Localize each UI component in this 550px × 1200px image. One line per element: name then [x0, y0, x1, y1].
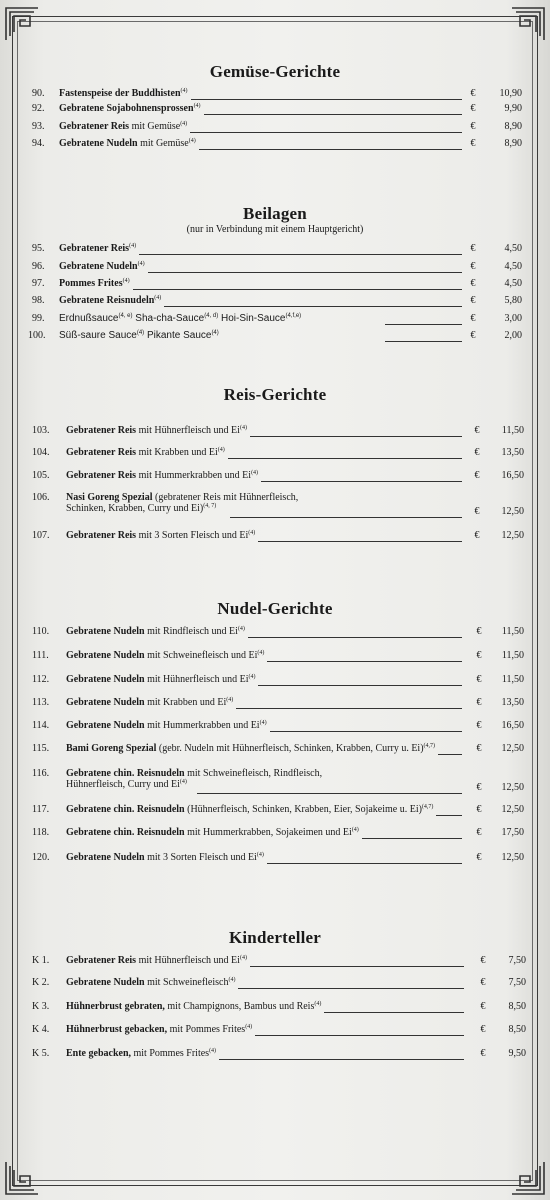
dotted-leader: [270, 731, 462, 732]
item-number: 93.: [32, 121, 45, 132]
item-number: 103.: [32, 425, 50, 436]
item-name: Gebratene chin. Reisnudeln: [66, 804, 185, 815]
allergen-code: (4,7): [423, 743, 436, 749]
item-description: [66, 1024, 252, 1035]
menu-item-row: [0, 138, 550, 152]
item-price: 7,50: [508, 955, 526, 966]
item-price: 8,90: [504, 121, 522, 132]
menu-item-row: [0, 330, 550, 344]
item-number: 92.: [32, 103, 45, 114]
allergen-code: (4): [251, 470, 259, 476]
dotted-leader: [219, 1059, 464, 1060]
item-description: [59, 121, 187, 132]
item-name: Gebratene Sojabohnensprossen: [59, 103, 194, 114]
dotted-leader: [438, 754, 462, 755]
dotted-leader: [267, 661, 462, 662]
item-details: mit Pommes Frites: [167, 1024, 246, 1035]
euro-sign: €: [480, 1001, 486, 1012]
euro-sign: €: [474, 470, 480, 481]
euro-sign: €: [480, 1024, 486, 1035]
item-description: [59, 330, 219, 341]
allergen-code: (4): [211, 330, 219, 336]
item-price: 8,50: [508, 1024, 526, 1035]
sauce-name: Süß-saure Sauce: [59, 330, 137, 341]
item-description: [66, 425, 247, 436]
item-name: Pommes Frites: [59, 278, 123, 289]
section-title: Nudel-Gerichte: [217, 599, 333, 618]
item-number: K 3.: [32, 1001, 50, 1012]
euro-sign: €: [476, 827, 482, 838]
euro-sign: €: [470, 103, 476, 114]
item-description: [66, 804, 433, 815]
dotted-leader: [148, 272, 462, 273]
sauce-name: Sha-cha-Sauce: [132, 313, 205, 324]
item-number: 118.: [32, 827, 50, 838]
item-price: 11,50: [501, 626, 524, 637]
dotted-leader: [436, 815, 462, 816]
dotted-leader: [191, 99, 462, 100]
item-number: 117.: [32, 804, 50, 815]
menu-item-row: [0, 103, 550, 117]
item-price: 7,50: [508, 977, 526, 988]
dotted-leader: [204, 114, 462, 115]
allergen-code: (4): [154, 295, 162, 301]
euro-sign: €: [476, 804, 482, 815]
item-number: K 4.: [32, 1024, 50, 1035]
dotted-leader: [139, 254, 462, 255]
item-details: mit 3 Sorten Fleisch und Ei: [144, 852, 257, 863]
item-price: 11,50: [501, 650, 524, 661]
dotted-leader: [250, 966, 464, 967]
item-details: mit Gemüse: [129, 121, 181, 132]
section-title: Gemüse-Gerichte: [209, 62, 341, 81]
item-name: Gebratener Reis: [66, 530, 137, 541]
menu-item-row: [0, 278, 550, 292]
allergen-code: (4): [351, 827, 359, 833]
item-description: [59, 313, 301, 324]
dotted-leader: [362, 838, 462, 839]
allergen-code: (4, d): [204, 313, 219, 319]
allergen-code: (4): [193, 103, 201, 109]
item-number: 99.: [32, 313, 45, 324]
item-number: 94.: [32, 138, 45, 149]
dotted-leader: [324, 1012, 464, 1013]
item-description: [66, 492, 298, 514]
allergen-code: (4): [209, 1048, 217, 1054]
item-details: mit Hummerkrabben, Sojakeimen und Ei: [184, 827, 352, 838]
menu-item-row: [0, 1024, 550, 1038]
allergen-code: (4): [248, 674, 256, 680]
item-description: [66, 650, 264, 661]
item-details: mit Champignons, Bambus und Reis: [164, 1001, 315, 1012]
dotted-leader: [258, 541, 462, 542]
dotted-leader: [190, 132, 462, 133]
menu-item-row: [0, 261, 550, 275]
item-number: 111.: [32, 650, 49, 661]
item-name: Gebratene Nudeln: [66, 626, 145, 637]
item-description: [66, 768, 322, 790]
item-description: [66, 447, 225, 458]
allergen-code: (4): [314, 1001, 322, 1007]
item-price: 4,50: [504, 243, 522, 254]
item-description: [66, 470, 258, 481]
menu-item-row: [0, 1048, 550, 1062]
item-details: (gebratener Reis mit Hühnerfleisch,: [152, 492, 299, 503]
item-description: [66, 697, 233, 708]
allergen-code: (4): [122, 278, 130, 284]
dotted-leader: [248, 637, 462, 638]
euro-sign: €: [470, 313, 476, 324]
dotted-leader: [258, 685, 462, 686]
item-price: 16,50: [501, 470, 524, 481]
item-name: Nasi Goreng Spezial: [66, 492, 153, 503]
menu-item-row: [0, 720, 550, 734]
item-number: K 1.: [32, 955, 50, 966]
sauce-name: Erdnußsauce: [59, 313, 119, 324]
menu-item-row: [0, 313, 550, 327]
item-description: [66, 720, 267, 731]
allergen-code: (4): [179, 779, 187, 785]
item-price: 12,50: [501, 782, 524, 793]
allergen-code: (4): [136, 330, 145, 336]
item-description: [66, 1048, 216, 1059]
item-description: [59, 278, 130, 289]
item-description: [59, 243, 136, 254]
menu-item-row: [0, 852, 550, 866]
dotted-leader: [164, 306, 462, 307]
item-description: [66, 827, 359, 838]
euro-sign: €: [474, 530, 480, 541]
item-description: [59, 261, 145, 272]
item-number: 104.: [32, 447, 50, 458]
item-name: Gebratene chin. Reisnudeln: [66, 827, 185, 838]
corner-ornament-icon: [4, 1160, 40, 1196]
item-number: 106.: [32, 492, 50, 503]
dotted-leader: [238, 988, 464, 989]
item-number: 110.: [32, 626, 50, 637]
item-price: 5,80: [504, 295, 522, 306]
euro-sign: €: [470, 261, 476, 272]
item-price: 8,50: [508, 1001, 526, 1012]
item-price: 11,50: [501, 425, 524, 436]
item-number: 115.: [32, 743, 50, 754]
euro-sign: €: [476, 697, 482, 708]
allergen-code: (4): [257, 650, 265, 656]
item-description: [66, 626, 245, 637]
item-price: 12,50: [501, 530, 524, 541]
item-number: 113.: [32, 697, 50, 708]
item-description: [59, 138, 196, 149]
item-number: 105.: [32, 470, 50, 481]
dotted-leader: [385, 324, 462, 325]
menu-item-row: [0, 804, 550, 818]
item-name: Gebratene Nudeln: [66, 977, 145, 988]
item-details: mit Schweinefleisch: [144, 977, 229, 988]
item-description: [66, 1001, 321, 1012]
corner-ornament-icon: [510, 1160, 546, 1196]
item-name: Gebratener Reis: [66, 425, 137, 436]
item-description: [66, 530, 255, 541]
item-details: mit Hummerkrabben und Ei: [136, 470, 252, 481]
item-name: Gebratener Reis: [59, 121, 130, 132]
euro-sign: €: [474, 425, 480, 436]
item-details-line2: Schinken, Krabben, Curry und Ei): [66, 503, 204, 514]
item-details: mit Hummerkrabben und Ei: [144, 720, 260, 731]
allergen-code: (4): [256, 852, 264, 858]
allergen-code: (4): [137, 261, 145, 267]
corner-ornament-icon: [510, 6, 546, 42]
item-name: Fastenspeise der Buddhisten: [59, 88, 181, 99]
item-details: mit Rindfleisch und Ei: [144, 626, 238, 637]
euro-sign: €: [470, 243, 476, 254]
item-price: 13,50: [501, 447, 524, 458]
menu-item-row: [0, 626, 550, 640]
item-details: mit Krabben und Ei: [136, 447, 218, 458]
euro-sign: €: [470, 88, 476, 99]
euro-sign: €: [476, 674, 482, 685]
allergen-code: (4,7): [421, 804, 434, 810]
dotted-leader: [199, 149, 462, 150]
euro-sign: €: [480, 1048, 486, 1059]
allergen-code: (4): [239, 425, 247, 431]
item-price: 12,50: [501, 506, 524, 517]
menu-item-row: [0, 447, 550, 461]
item-price: 13,50: [501, 697, 524, 708]
item-name: Gebratener Reis: [66, 470, 137, 481]
dotted-leader: [228, 458, 462, 459]
item-name: Gebratener Reis: [66, 447, 137, 458]
dotted-leader: [230, 517, 462, 518]
item-price: 8,90: [504, 138, 522, 149]
euro-sign: €: [470, 278, 476, 289]
dotted-leader: [261, 481, 462, 482]
item-description: [66, 852, 264, 863]
item-description: [59, 295, 161, 306]
item-price: 9,50: [508, 1048, 526, 1059]
allergen-code: (4,f,e): [285, 313, 302, 319]
item-price: 3,00: [504, 313, 522, 324]
section-subtitle: (nur in Verbindung mit einem Hauptgericht): [186, 224, 364, 235]
allergen-code: (4): [259, 720, 267, 726]
item-price: 16,50: [501, 720, 524, 731]
allergen-code: (4, e): [118, 313, 133, 319]
item-price: 11,50: [501, 674, 524, 685]
menu-item-row: [0, 243, 550, 257]
euro-sign: €: [476, 626, 482, 637]
allergen-code: (4): [180, 121, 188, 127]
item-name: Bami Goreng Spezial: [66, 743, 157, 754]
euro-sign: €: [470, 295, 476, 306]
item-details: mit Hühnerfleisch und Ei: [136, 425, 240, 436]
item-name: Gebratene Nudeln: [66, 697, 145, 708]
euro-sign: €: [480, 955, 486, 966]
item-number: 100.: [28, 330, 46, 341]
menu-item-row: [0, 88, 550, 102]
item-description: [59, 103, 201, 114]
euro-sign: €: [476, 743, 482, 754]
item-number: 98.: [32, 295, 45, 306]
menu-item-row: [0, 697, 550, 711]
item-name: Gebratener Reis: [66, 955, 137, 966]
allergen-code: (4): [239, 955, 247, 961]
item-price: 2,00: [504, 330, 522, 341]
item-price: 4,50: [504, 261, 522, 272]
allergen-code: (4, 7): [203, 503, 217, 509]
euro-sign: €: [476, 650, 482, 661]
dotted-leader: [255, 1035, 464, 1036]
allergen-code: (4): [226, 697, 234, 703]
item-name: Gebratene chin. Reisnudeln: [66, 768, 185, 779]
item-name: Ente gebacken,: [66, 1048, 131, 1059]
item-number: 107.: [32, 530, 50, 541]
item-details: (gebr. Nudeln mit Hühnerfleisch, Schinken, Krabben, Curry u. Ei): [156, 743, 424, 754]
item-number: K 5.: [32, 1048, 50, 1059]
euro-sign: €: [476, 720, 482, 731]
allergen-code: (4): [248, 530, 256, 536]
item-name: Gebratene Reisnudeln: [59, 295, 155, 306]
item-price: 12,50: [501, 743, 524, 754]
item-price: 17,50: [501, 827, 524, 838]
item-details: mit Pommes Frites: [131, 1048, 210, 1059]
item-details: mit Schweinefleisch, Rindfleisch,: [184, 768, 323, 779]
item-name: Gebratene Nudeln: [66, 650, 145, 661]
euro-sign: €: [476, 852, 482, 863]
item-price: 10,90: [499, 88, 522, 99]
item-description: [66, 955, 247, 966]
section-title: Reis-Gerichte: [223, 385, 327, 404]
menu-item-row: [0, 768, 550, 796]
dotted-leader: [385, 341, 462, 342]
item-name: Hühnerbrust gebacken,: [66, 1024, 168, 1035]
menu-item-row: [0, 530, 550, 544]
menu-item-row: [0, 674, 550, 688]
item-name: Gebratene Nudeln: [66, 852, 145, 863]
menu-item-row: [0, 470, 550, 484]
item-number: 97.: [32, 278, 45, 289]
menu-item-row: [0, 492, 550, 520]
item-number: K 2.: [32, 977, 50, 988]
dotted-leader: [236, 708, 462, 709]
allergen-code: (4): [237, 626, 245, 632]
item-price: 4,50: [504, 278, 522, 289]
item-number: 90.: [32, 88, 45, 99]
item-details: mit Hühnerfleisch und Ei: [144, 674, 249, 685]
allergen-code: (4): [228, 977, 236, 983]
menu-item-row: [0, 1001, 550, 1015]
item-number: 116.: [32, 768, 50, 779]
section-title: Kinderteller: [228, 928, 322, 947]
allergen-code: (4): [245, 1024, 253, 1030]
item-details: (Hühnerfleisch, Schinken, Krabben, Eier, Sojakeime u. Ei): [184, 804, 422, 815]
menu-item-row: [0, 977, 550, 991]
item-name: Gebratene Nudeln: [66, 674, 145, 685]
item-number: 114.: [32, 720, 50, 731]
item-number: 112.: [32, 674, 50, 685]
corner-ornament-icon: [4, 6, 40, 42]
menu-item-row: [0, 827, 550, 841]
item-description: [59, 88, 188, 99]
euro-sign: €: [470, 138, 476, 149]
menu-item-row: [0, 121, 550, 135]
sauce-name: Hoi-Sin-Sauce: [218, 313, 286, 324]
item-description: [66, 977, 235, 988]
item-description: [66, 743, 435, 754]
euro-sign: €: [474, 506, 480, 517]
menu-item-row: [0, 650, 550, 664]
menu-item-row: [0, 743, 550, 757]
item-price: 12,50: [501, 804, 524, 815]
allergen-code: (4): [129, 243, 137, 249]
dotted-leader: [267, 863, 462, 864]
item-price: 12,50: [501, 852, 524, 863]
item-number: 95.: [32, 243, 45, 254]
item-details: mit Krabben und Ei: [144, 697, 227, 708]
item-number: 120.: [32, 852, 50, 863]
euro-sign: €: [470, 121, 476, 132]
item-details-line2: Hühnerfleisch, Curry und Ei: [66, 779, 180, 790]
item-price: 9,90: [504, 103, 522, 114]
item-name: Gebratene Nudeln: [66, 720, 145, 731]
allergen-code: (4): [217, 447, 225, 453]
dotted-leader: [250, 436, 462, 437]
euro-sign: €: [470, 330, 476, 341]
item-details: mit Hühnerfleisch und Ei: [136, 955, 240, 966]
dotted-leader: [133, 289, 462, 290]
item-details: mit Gemüse: [137, 138, 189, 149]
allergen-code: (4): [180, 88, 188, 94]
euro-sign: €: [480, 977, 486, 988]
item-number: 96.: [32, 261, 45, 272]
euro-sign: €: [474, 447, 480, 458]
item-name: Gebratener Reis: [59, 243, 130, 254]
allergen-code: (4): [188, 138, 196, 144]
item-name: Hühnerbrust gebraten,: [66, 1001, 165, 1012]
menu-item-row: [0, 955, 550, 969]
section-title: Beilagen: [243, 204, 307, 223]
item-details: mit 3 Sorten Fleisch und Ei: [136, 530, 249, 541]
item-description: [66, 674, 255, 685]
menu-item-row: [0, 425, 550, 439]
item-details: mit Schweinefleisch und Ei: [144, 650, 258, 661]
dotted-leader: [197, 793, 462, 794]
menu-item-row: [0, 295, 550, 309]
item-name: Gebratene Nudeln: [59, 138, 138, 149]
sauce-name: Pikante Sauce: [144, 330, 212, 341]
item-name: Gebratene Nudeln: [59, 261, 138, 272]
euro-sign: €: [476, 782, 482, 793]
